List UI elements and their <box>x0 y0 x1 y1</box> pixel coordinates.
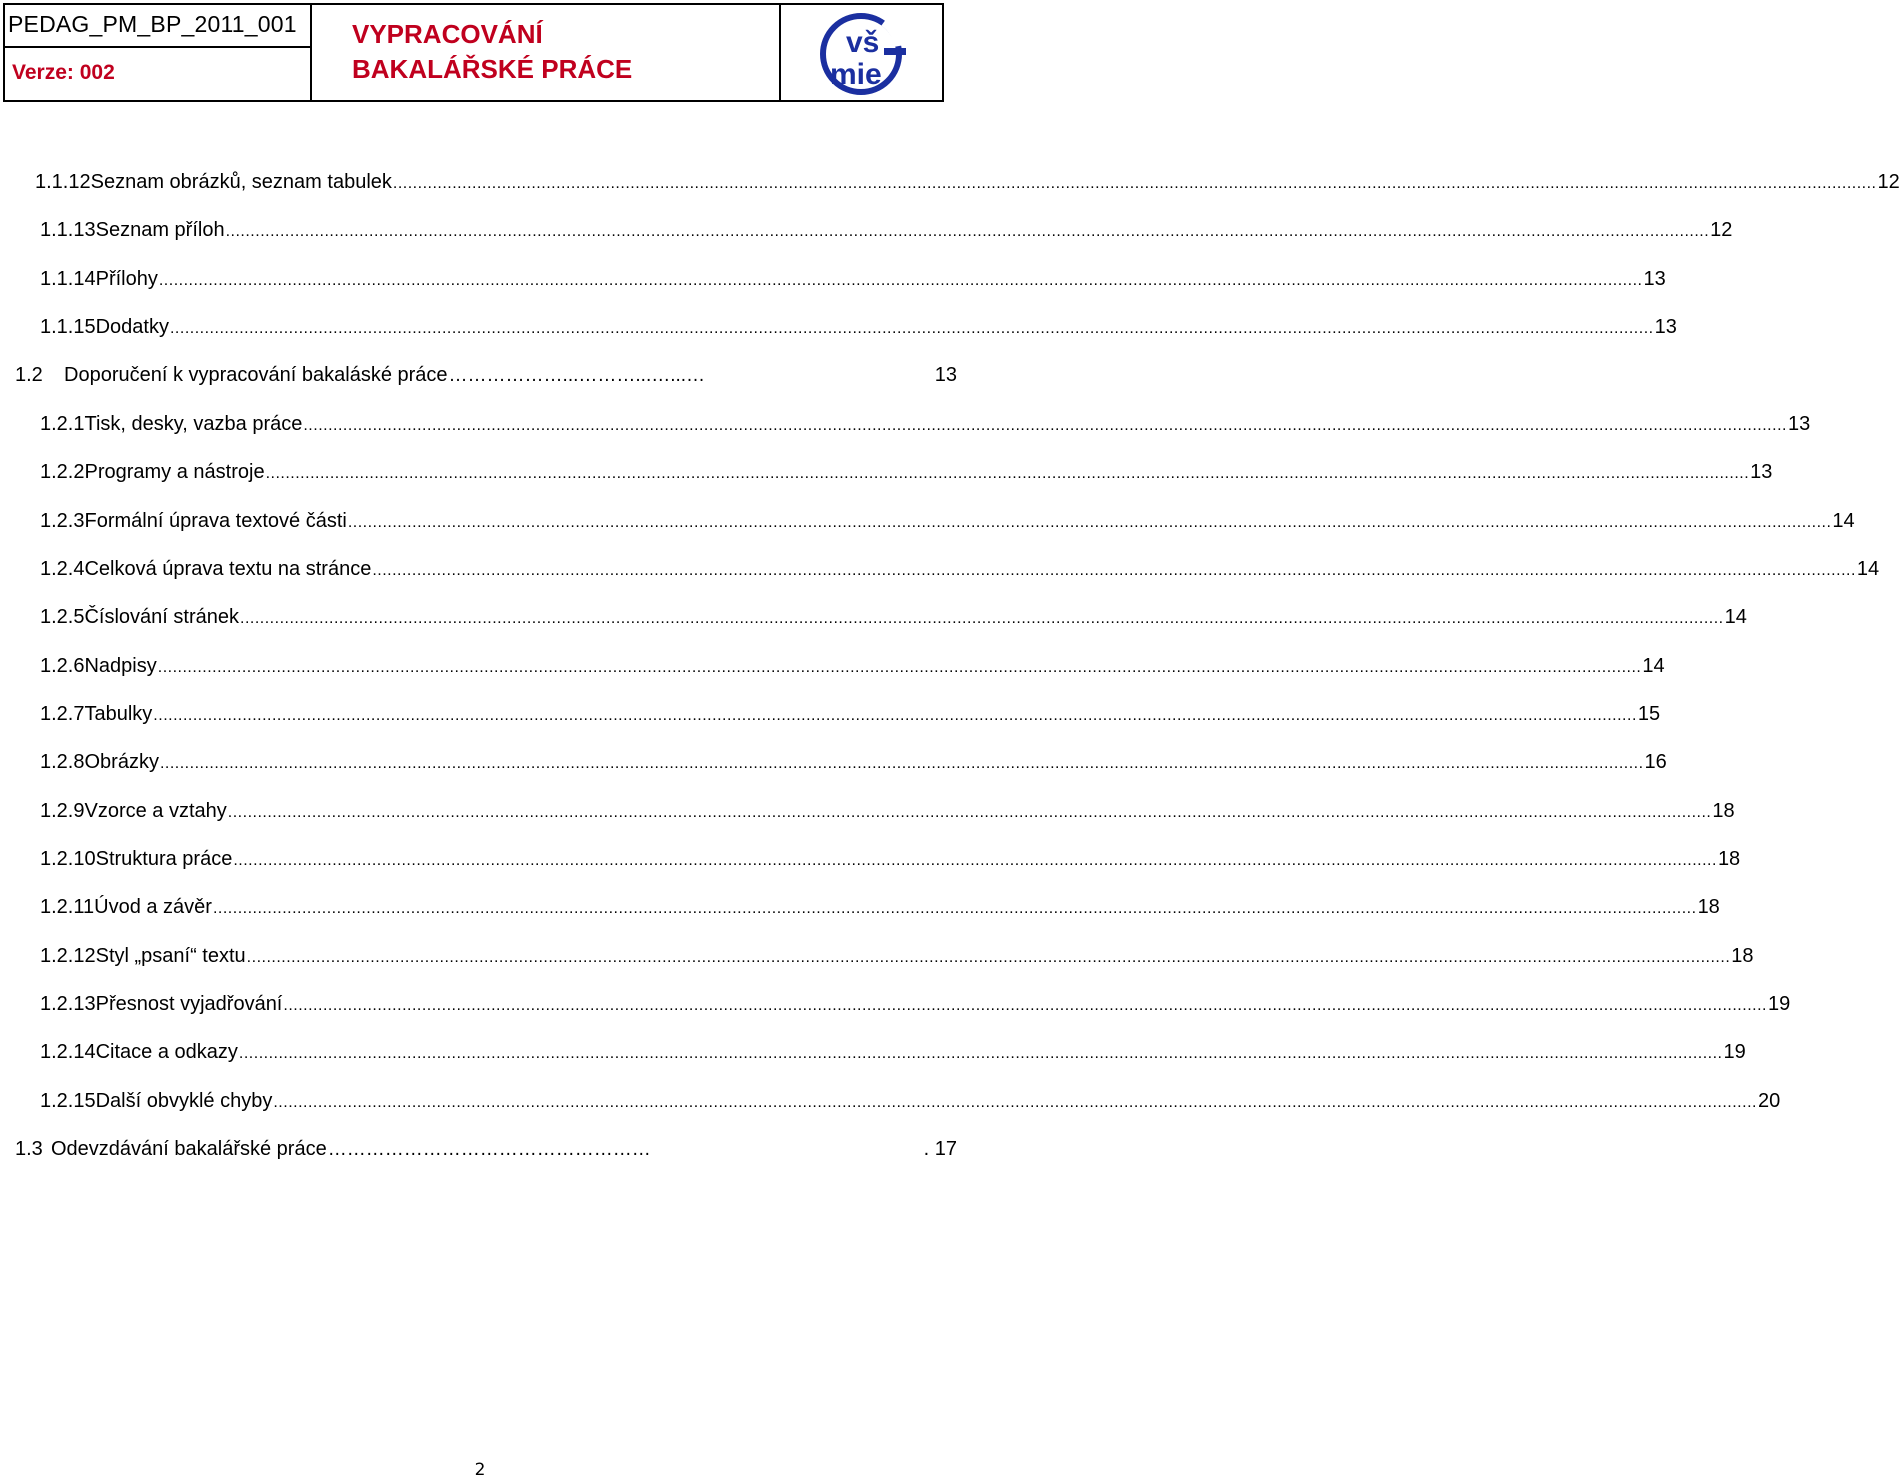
toc-entry-number: 1.2.15 <box>40 1090 96 1112</box>
toc-leader-dots: ............................................................................................................................................................................................................................................................................................................ <box>225 223 1710 240</box>
toc-entry-number: 1.2.14 <box>40 1041 96 1063</box>
toc-entry[interactable] <box>40 942 1754 970</box>
toc-leader-dots: ............................................................................................................................................................................................................................................................................................................ <box>233 852 1717 869</box>
toc-entry-title: Citace a odkazy <box>95 1041 238 1063</box>
toc-leader-dots: ............................................................................................................................................................................................................................................................................................................ <box>159 755 1644 772</box>
document-code: PEDAG_PM_BP_2011_001 <box>5 5 310 48</box>
toc-leader-dots: ............................................................................................................................................................................................................................................................................................................ <box>392 175 1877 192</box>
toc-entry-title: Struktura práce <box>95 848 233 870</box>
toc-entry[interactable] <box>15 361 957 389</box>
toc-entry-title: Seznam příloh <box>95 219 225 241</box>
toc-entry-page: 13 <box>1750 461 1773 483</box>
toc-entry[interactable] <box>40 845 1741 873</box>
toc-entry-title: Obrázky <box>84 751 159 773</box>
toc-entry[interactable] <box>40 507 1855 535</box>
toc-entry-page: 18 <box>1731 945 1754 967</box>
toc-entry-title: Odevzdávání bakalářské práce <box>51 1138 327 1160</box>
toc-leader-dots: ............................................................................................................................................................................................................................................................................................................ <box>240 610 1724 627</box>
toc-leader-dots: ............................................................................................................................................................................................................................................................................................................ <box>153 707 1637 724</box>
document-version: Verze: 002 <box>12 61 115 84</box>
toc-leader-dots: ............................................................................................................................................................................................................................................................................................................ <box>303 417 1787 434</box>
toc-entry[interactable] <box>40 748 1667 776</box>
title-line-1: VYPRACOVÁNÍ <box>352 19 543 49</box>
toc-entry-page: 12 <box>1710 219 1733 241</box>
toc-entry-title: Seznam obrázků, seznam tabulek <box>90 171 392 193</box>
document-title <box>312 5 781 100</box>
toc-leader-dots: ............................................................................................................................................................................................................................................................................................................ <box>372 562 1856 579</box>
vsmie-logo <box>814 10 910 96</box>
toc-entry-page: 13 <box>1787 413 1811 435</box>
toc-entry[interactable] <box>40 652 1665 680</box>
toc-entry-number: 1.2.8 <box>40 751 85 773</box>
toc-entry-page: 19 <box>1723 1041 1746 1063</box>
toc-entry-title: Nadpisy <box>84 655 157 677</box>
document-header <box>3 3 944 102</box>
toc-leader-dots: ............................................................................................................................................................................................................................................................................................................ <box>157 659 1642 676</box>
toc-leader-dots: ............................................................................................................................................................................................................................................................................................................ <box>265 465 1750 482</box>
toc-leader-dots: ............................................................................................................................................................................................................................................................................................................ <box>273 1094 1757 1111</box>
toc-entry[interactable] <box>40 458 1773 486</box>
toc-entry-number: 1.2.13 <box>40 993 96 1015</box>
toc-entry-title: Formální úprava textové části <box>84 510 347 532</box>
toc-leader-dots: ………………...………...…...… <box>448 365 706 386</box>
toc-entry-number: 1.2.7 <box>40 703 85 725</box>
toc-entry[interactable] <box>35 168 1900 196</box>
toc-entry-page: 15 <box>1637 703 1661 725</box>
toc-entry-number: 1.1.14 <box>40 268 96 290</box>
toc-entry-page: 18 <box>1712 800 1735 822</box>
toc-entry-number: 1.1.15 <box>40 316 96 338</box>
toc-entry-number: 1.2.2 <box>40 461 85 483</box>
toc-leader-dots: …………………………………………… <box>327 1139 651 1160</box>
title-line-2: BAKALÁŘSKÉ PRÁCE <box>352 54 633 84</box>
toc-leader-dots: ............................................................................................................................................................................................................................................................................................................ <box>238 1045 1723 1062</box>
toc-entry-number: 1.2.4 <box>40 558 85 580</box>
toc-entry-page: 14 <box>1832 510 1855 532</box>
toc-entry[interactable] <box>40 990 1791 1018</box>
toc-entry-title: Přesnost vyjadřování <box>95 993 283 1015</box>
header-left-cell <box>5 5 312 100</box>
toc-entry-number: 1.2.5 <box>40 606 85 628</box>
toc-entry-number: 1.3 <box>15 1138 43 1160</box>
toc-entry-number: 1.2.11 <box>40 896 95 918</box>
toc-entry-page: 14 <box>1642 655 1665 677</box>
toc-entry-page: 14 <box>1724 606 1747 628</box>
toc-leader-dots: ............................................................................................................................................................................................................................................................................................................ <box>169 320 1654 337</box>
logo-text-bottom: mie <box>829 57 882 91</box>
toc-entry-page: 18 <box>1717 848 1741 870</box>
toc-entry[interactable] <box>40 555 1880 583</box>
toc-entry-page: 16 <box>1644 751 1667 773</box>
toc-entry-number: 1.2.3 <box>40 510 85 532</box>
toc-entry[interactable] <box>40 603 1747 631</box>
toc-entry-title: Celková úprava textu na stránce <box>84 558 372 580</box>
toc-leader-dots: ............................................................................................................................................................................................................................................................................................................ <box>158 272 1643 289</box>
toc-entry-title: Tisk, desky, vazba práce <box>84 413 303 435</box>
toc-leader-dots: ............................................................................................................................................................................................................................................................................................................ <box>227 804 1712 821</box>
toc-entry-page: 12 <box>1877 171 1900 193</box>
toc-entry[interactable] <box>40 265 1666 293</box>
toc-entry-title: Programy a nástroje <box>84 461 265 483</box>
toc-entry-page: . 17 <box>923 1138 957 1160</box>
toc-leader-dots: ............................................................................................................................................................................................................................................................................................................ <box>246 949 1731 966</box>
toc-entry-page: 13 <box>934 364 957 386</box>
toc-entry-title: Dodatky <box>95 316 169 338</box>
toc-entry-title: Tabulky <box>84 703 153 725</box>
toc-leader-dots: ............................................................................................................................................................................................................................................................................................................ <box>212 900 1697 917</box>
logo-cell <box>781 5 942 100</box>
toc-entry-page: 19 <box>1767 993 1791 1015</box>
toc-leader-dots: ............................................................................................................................................................................................................................................................................................................ <box>347 514 1832 531</box>
logo-text-top: vš <box>845 25 879 59</box>
toc-entry-number: 1.2.9 <box>40 800 85 822</box>
toc-entry[interactable] <box>40 1038 1746 1066</box>
toc-entry-number: 1.1.12 <box>35 171 91 193</box>
toc-entry[interactable] <box>40 700 1661 728</box>
toc-entry-page: 18 <box>1697 896 1720 918</box>
toc-entry-title: Další obvyklé chyby <box>95 1090 273 1112</box>
toc-entry[interactable] <box>40 1087 1781 1115</box>
toc-entry-number: 1.2 <box>15 364 43 386</box>
toc-entry-page: 20 <box>1757 1090 1781 1112</box>
toc-entry[interactable] <box>15 1135 957 1163</box>
toc-entry-title: Styl „psaní“ textu <box>95 945 246 967</box>
toc-entry[interactable] <box>40 313 1677 341</box>
toc-entry-number: 1.2.10 <box>40 848 96 870</box>
toc-entry-page: 13 <box>1643 268 1666 290</box>
toc-leader-dots: ............................................................................................................................................................................................................................................................................................................ <box>283 997 1767 1014</box>
toc-entry-title: Přílohy <box>95 268 158 290</box>
toc-entry-number: 1.2.6 <box>40 655 85 677</box>
toc-entry[interactable] <box>40 797 1735 825</box>
toc-entry-number: 1.2.12 <box>40 945 96 967</box>
toc-entry-number: 1.2.1 <box>40 413 85 435</box>
toc-entry-title: Číslování stránek <box>84 606 239 628</box>
toc-entry-number: 1.1.13 <box>40 219 96 241</box>
toc-entry-page: 13 <box>1654 316 1677 338</box>
toc-entry-page: 14 <box>1856 558 1880 580</box>
toc-entry[interactable] <box>40 216 1733 244</box>
toc-entry-title: Doporučení k vypracování bakaláské práce <box>64 364 448 386</box>
toc-entry[interactable] <box>40 893 1720 921</box>
page-number: 2 <box>474 1460 486 1480</box>
toc-entry[interactable] <box>40 410 1811 438</box>
toc-entry-title: Úvod a závěr <box>94 896 212 918</box>
toc-entry-title: Vzorce a vztahy <box>84 800 227 822</box>
